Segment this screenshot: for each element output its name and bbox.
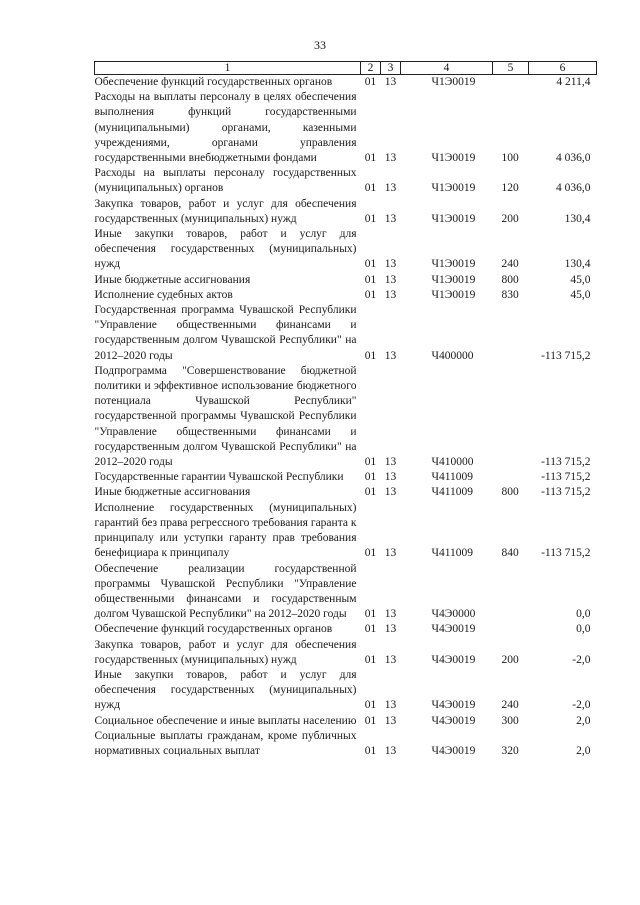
row-description: Расходы на выплаты персоналу в целях обеспечения выполнения функций государственными (муниципальными) органами, казенными учреждениями, органами управления государственными внебюджетными фондами xyxy=(94,91,357,165)
row-subsection: 13 xyxy=(384,714,397,727)
row-target-article: Ч4Э0019 xyxy=(431,744,476,757)
row-target-article: Ч400000 xyxy=(431,349,474,362)
row-section: 01 xyxy=(364,258,377,271)
row-amount: -113 715,2 xyxy=(541,547,591,560)
row-description: Закупка товаров, работ и услуг для обеспечения государственных (муниципальных) нужд xyxy=(94,197,357,225)
table-row xyxy=(95,197,597,227)
row-subsection: 13 xyxy=(384,258,397,271)
row-target-article: Ч1Э0019 xyxy=(431,288,476,301)
table-row xyxy=(95,227,597,273)
row-subsection: 13 xyxy=(384,471,397,484)
column-header-3: 3 xyxy=(381,62,401,75)
row-expense-type: 200 xyxy=(501,653,519,666)
row-subsection: 13 xyxy=(384,152,397,165)
row-description: Исполнение судебных актов xyxy=(94,288,233,301)
page-number: 33 xyxy=(314,38,326,52)
row-amount: 4 036,0 xyxy=(556,182,591,195)
row-description: Социальное обеспечение и иные выплаты населению xyxy=(94,714,357,727)
table-row xyxy=(95,622,597,637)
row-target-article: Ч1Э0019 xyxy=(431,152,476,165)
table-row xyxy=(95,166,597,196)
row-section: 01 xyxy=(364,547,377,560)
row-subsection: 13 xyxy=(384,699,397,712)
row-description: Закупка товаров, работ и услуг для обеспечения государственных (муниципальных) нужд xyxy=(94,638,357,666)
row-section: 01 xyxy=(364,349,377,362)
row-section: 01 xyxy=(364,699,377,712)
row-description: Государственная программа Чувашской Республики "Управление общественными финансами и государственным долгом Чувашской Республики" на 2012–2020 годы xyxy=(94,304,357,362)
row-expense-type: 300 xyxy=(501,714,519,727)
row-target-article: Ч4Э0019 xyxy=(431,699,476,712)
row-target-article: Ч1Э0019 xyxy=(431,273,476,286)
table-row xyxy=(95,364,597,470)
row-amount: 45,0 xyxy=(570,288,591,301)
table-row xyxy=(95,470,597,485)
row-subsection: 13 xyxy=(384,288,397,301)
table-row xyxy=(95,303,597,364)
row-amount: 130,4 xyxy=(564,258,591,271)
row-expense-type: 100 xyxy=(501,152,519,165)
row-section: 01 xyxy=(364,608,377,621)
row-subsection: 13 xyxy=(384,212,397,225)
budget-table xyxy=(94,61,597,759)
row-section: 01 xyxy=(364,288,377,301)
row-expense-type: 800 xyxy=(501,486,519,499)
row-expense-type: 320 xyxy=(501,744,519,757)
row-expense-type: 830 xyxy=(501,288,519,301)
row-amount: 2,0 xyxy=(576,714,591,727)
row-description: Обеспечение реализации государственной программы Чувашской Республики "Управление общественными финансами и государственным долгом Чувашской Республики" на 2012–2020 годы xyxy=(94,562,357,621)
table-row xyxy=(95,638,597,668)
row-expense-type xyxy=(493,562,529,623)
row-subsection: 13 xyxy=(384,547,397,560)
row-target-article: Ч1Э0019 xyxy=(431,182,476,195)
table-row xyxy=(95,273,597,288)
row-subsection: 13 xyxy=(384,653,397,666)
row-description: Иные бюджетные ассигнования xyxy=(94,273,251,286)
row-expense-type xyxy=(493,622,529,637)
row-amount: -2,0 xyxy=(572,653,591,666)
row-subsection: 13 xyxy=(384,486,397,499)
column-header-4: 4 xyxy=(401,62,493,75)
row-description: Государственные гарантии Чувашской Республики xyxy=(94,471,344,484)
table-row xyxy=(95,485,597,500)
row-target-article: Ч4Э0019 xyxy=(431,653,476,666)
row-description: Расходы на выплаты персоналу государственных (муниципальных) органов xyxy=(94,167,357,195)
row-target-article: Ч410000 xyxy=(431,456,474,469)
table-row xyxy=(95,668,597,714)
row-target-article: Ч1Э0019 xyxy=(431,258,476,271)
row-section: 01 xyxy=(364,76,377,88)
row-expense-type: 800 xyxy=(501,273,519,286)
row-amount: -113 715,2 xyxy=(541,486,591,499)
row-subsection: 13 xyxy=(384,608,397,621)
table-row xyxy=(95,288,597,303)
row-section: 01 xyxy=(364,152,377,165)
row-target-article: Ч411009 xyxy=(431,547,474,560)
column-header-2: 2 xyxy=(361,62,381,75)
row-subsection: 13 xyxy=(384,623,397,636)
row-expense-type: 840 xyxy=(501,547,519,560)
row-subsection: 13 xyxy=(384,349,397,362)
row-target-article: Ч411009 xyxy=(431,486,474,499)
row-subsection: 13 xyxy=(384,744,397,757)
row-amount: 4 211,4 xyxy=(556,76,591,88)
table-row xyxy=(95,501,597,562)
row-amount: -113 715,2 xyxy=(541,471,591,484)
column-header-5: 5 xyxy=(493,62,529,75)
row-amount: 130,4 xyxy=(564,212,591,225)
row-amount: 0,0 xyxy=(576,608,591,621)
row-expense-type: 240 xyxy=(501,258,519,271)
row-target-article: Ч4Э0000 xyxy=(431,608,476,621)
row-target-article: Ч4Э0019 xyxy=(431,623,476,636)
row-section: 01 xyxy=(364,623,377,636)
table-row xyxy=(95,75,597,91)
row-expense-type: 120 xyxy=(501,182,519,195)
row-section: 01 xyxy=(364,456,377,469)
row-section: 01 xyxy=(364,744,377,757)
row-expense-type xyxy=(493,470,529,485)
row-subsection: 13 xyxy=(384,456,397,469)
row-description: Подпрограмма "Совершенствование бюджетной политики и эффективное использование бюджетного потенциала Чувашской Республики" государственной программы Чувашской Республики "Управление общественными финансами и государственным долгом Чувашской Республики" на 2012–2020 годы xyxy=(94,364,357,469)
table-header-row xyxy=(95,62,597,75)
row-target-article: Ч411009 xyxy=(431,471,474,484)
row-amount: 4 036,0 xyxy=(556,152,591,165)
row-amount: 45,0 xyxy=(570,273,591,286)
table-row xyxy=(95,714,597,729)
row-target-article: Ч4Э0019 xyxy=(431,714,476,727)
row-section: 01 xyxy=(364,182,377,195)
row-amount: 0,0 xyxy=(576,623,591,636)
row-subsection: 13 xyxy=(384,182,397,195)
row-description: Социальные выплаты гражданам, кроме публичных нормативных социальных выплат xyxy=(94,729,357,757)
column-header-1: 1 xyxy=(95,62,361,75)
row-description: Иные закупки товаров, работ и услуг для обеспечения государственных (муниципальных) нужд xyxy=(94,668,357,712)
row-amount: -2,0 xyxy=(572,699,591,712)
row-expense-type: 200 xyxy=(501,212,519,225)
row-description: Обеспечение функций государственных органов xyxy=(94,76,333,88)
table-row xyxy=(95,562,597,623)
row-section: 01 xyxy=(364,486,377,499)
row-subsection: 13 xyxy=(384,273,397,286)
row-section: 01 xyxy=(364,471,377,484)
row-target-article: Ч1Э0019 xyxy=(431,76,476,88)
row-description: Иные закупки товаров, работ и услуг для обеспечения государственных (муниципальных) нужд xyxy=(94,228,357,271)
row-section: 01 xyxy=(364,212,377,225)
table-row xyxy=(95,729,597,759)
table-body xyxy=(95,75,597,760)
table-row xyxy=(95,90,597,166)
row-amount: -113 715,2 xyxy=(541,456,591,469)
row-section: 01 xyxy=(364,714,377,727)
row-expense-type xyxy=(493,364,529,470)
row-subsection: 13 xyxy=(384,76,397,88)
row-section: 01 xyxy=(364,273,377,286)
row-section: 01 xyxy=(364,653,377,666)
row-target-article: Ч1Э0019 xyxy=(431,212,476,225)
row-expense-type xyxy=(493,303,529,364)
row-expense-type: 240 xyxy=(501,699,519,712)
row-description: Обеспечение функций государственных органов xyxy=(94,623,333,636)
row-amount: 2,0 xyxy=(576,744,591,757)
row-description: Исполнение государственных (муниципальных) гарантий без права регрессного требования гаранта к принципалу или уступки гаранту прав требования бенефициара к принципалу xyxy=(94,501,357,560)
row-amount: -113 715,2 xyxy=(541,349,591,362)
column-header-6: 6 xyxy=(529,62,597,75)
row-description: Иные бюджетные ассигнования xyxy=(94,486,251,499)
row-expense-type xyxy=(493,75,529,91)
